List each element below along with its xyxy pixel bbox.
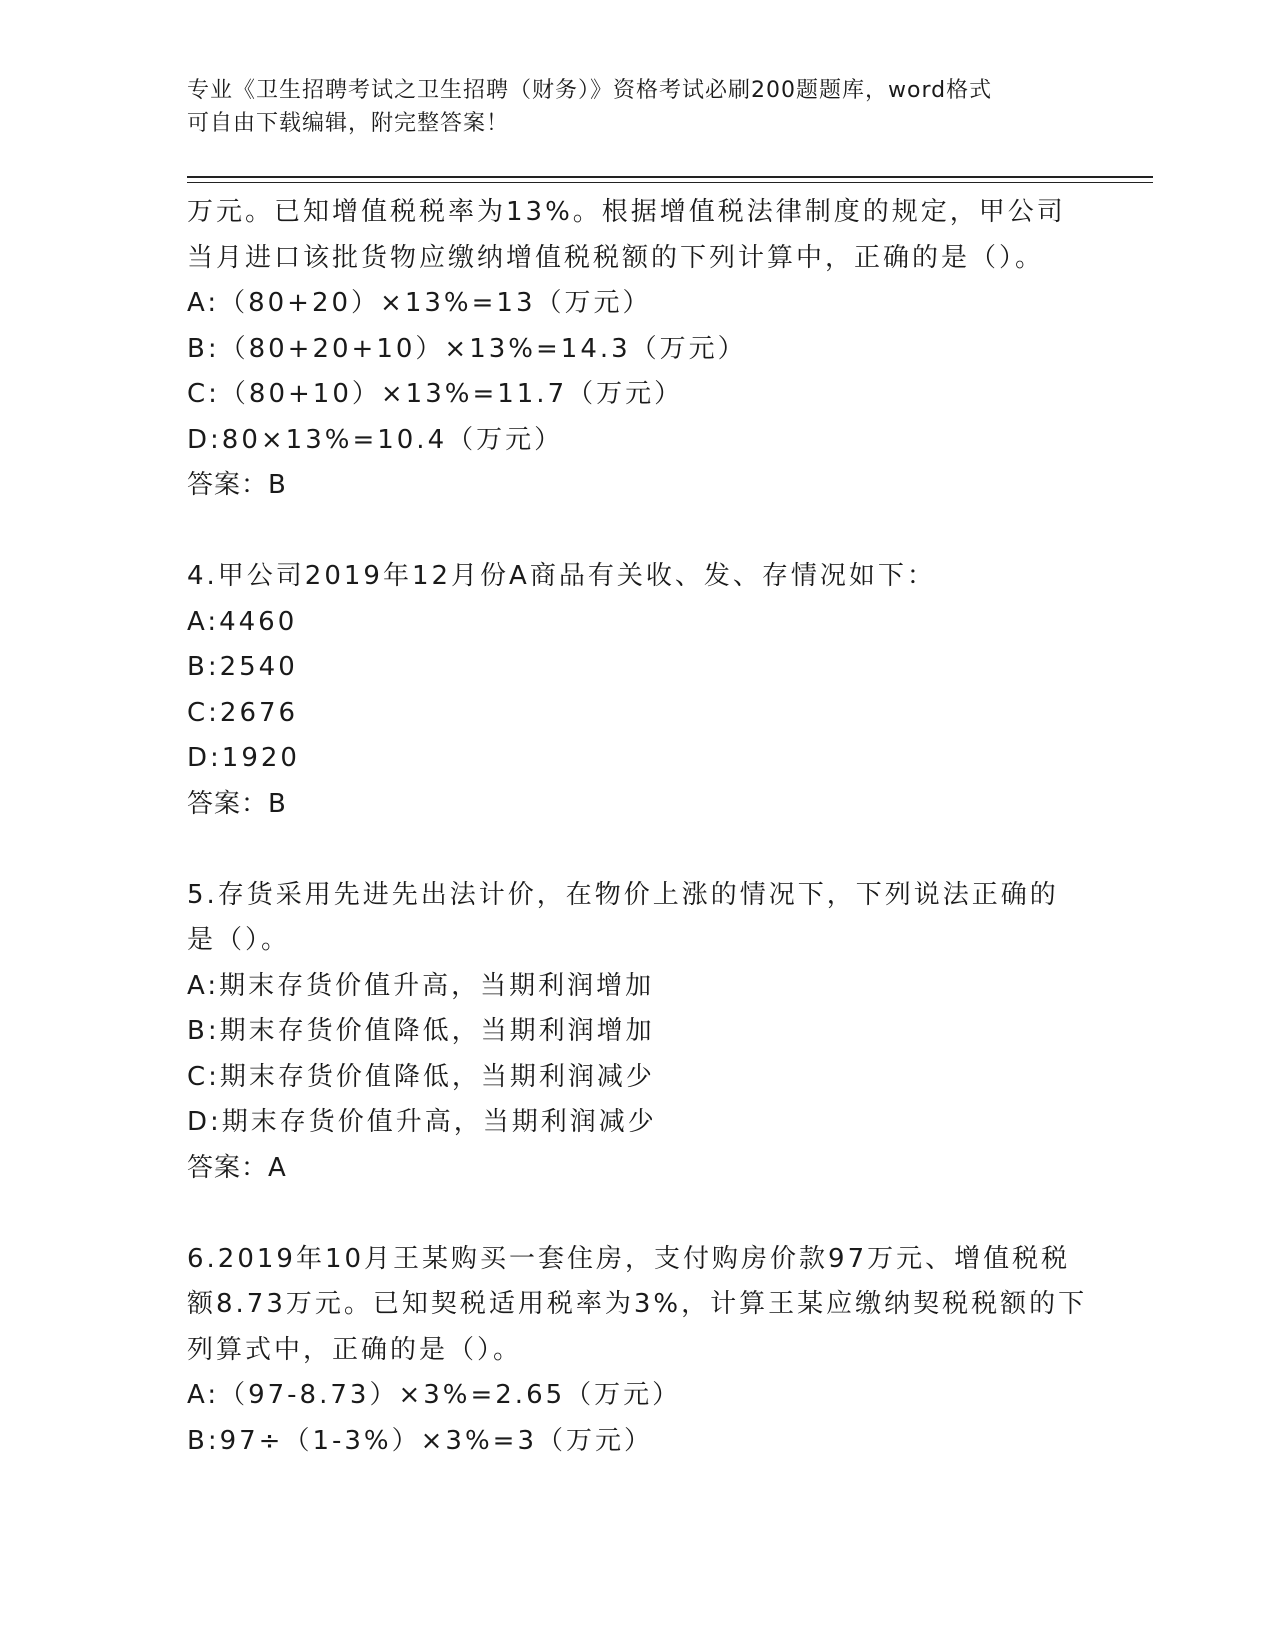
question-stem-line: 万元。已知增值税税率为13%。根据增值税法律制度的规定，甲公司 bbox=[187, 197, 1066, 227]
document-header bbox=[187, 74, 1067, 140]
question-4 bbox=[187, 554, 1087, 827]
question-stem-line: 6.2019年10月王某购买一套住房，支付购房价款97万元、增值税税 bbox=[187, 1243, 1071, 1274]
question-stem-line: 4.甲公司2019年12月份A商品有关收、发、存情况如下： bbox=[187, 561, 936, 591]
question-stem-line: 当月进口该批货物应缴纳增值税税额的下列计算中，正确的是（）。 bbox=[187, 242, 1045, 273]
option-a: A:期末存货价值升高，当期利润增加 bbox=[187, 970, 655, 1001]
option-c: C:2676 bbox=[187, 697, 299, 728]
option-a: A:（80+20）×13%=13（万元） bbox=[187, 288, 652, 318]
option-b: B:2540 bbox=[187, 652, 298, 682]
option-b: B:（80+20+10）×13%=14.3（万元） bbox=[187, 333, 747, 364]
option-b: B:期末存货价值降低，当期利润增加 bbox=[187, 1016, 655, 1046]
question-stem-line: 是（）。 bbox=[187, 925, 291, 955]
question-stem-line: 5.存货采用先进先出法计价，在物价上涨的情况下，下列说法正确的 bbox=[187, 879, 1059, 910]
answer-label: 答案：B bbox=[187, 470, 287, 500]
question-3 bbox=[187, 190, 1087, 509]
option-c: C:期末存货价值降低，当期利润减少 bbox=[187, 1061, 655, 1092]
option-d: D:1920 bbox=[187, 743, 300, 773]
header-divider-thin bbox=[187, 182, 1153, 183]
question-content bbox=[187, 190, 1087, 1464]
option-b: B:97÷（1-3%）×3%=3（万元） bbox=[187, 1425, 653, 1456]
header-divider-thick bbox=[187, 176, 1153, 178]
answer-label: 答案：B bbox=[187, 788, 287, 819]
spacer bbox=[187, 1191, 1087, 1237]
question-5 bbox=[187, 873, 1087, 1192]
header-title-line-1: 专业《卫生招聘考试之卫生招聘（财务）》资格考试必刷200题题库，word格式 bbox=[187, 78, 993, 103]
header-title-line-2: 可自由下载编辑，附完整答案！ bbox=[187, 111, 510, 136]
option-c: C:（80+10）×13%=11.7（万元） bbox=[187, 379, 684, 409]
option-a: A:（97-8.73）×3%=2.65（万元） bbox=[187, 1380, 682, 1410]
answer-label: 答案：A bbox=[187, 1152, 287, 1183]
question-stem-line: 额8.73万元。已知契税适用税率为3%，计算王某应缴纳契税税额的下 bbox=[187, 1289, 1088, 1319]
option-d: D:80×13%=10.4（万元） bbox=[187, 424, 564, 455]
question-stem-line: 列算式中，正确的是（）。 bbox=[187, 1334, 523, 1365]
question-6 bbox=[187, 1237, 1087, 1465]
option-a: A:4460 bbox=[187, 606, 298, 637]
spacer bbox=[187, 509, 1087, 555]
option-d: D:期末存货价值升高，当期利润减少 bbox=[187, 1107, 657, 1137]
spacer bbox=[187, 827, 1087, 873]
